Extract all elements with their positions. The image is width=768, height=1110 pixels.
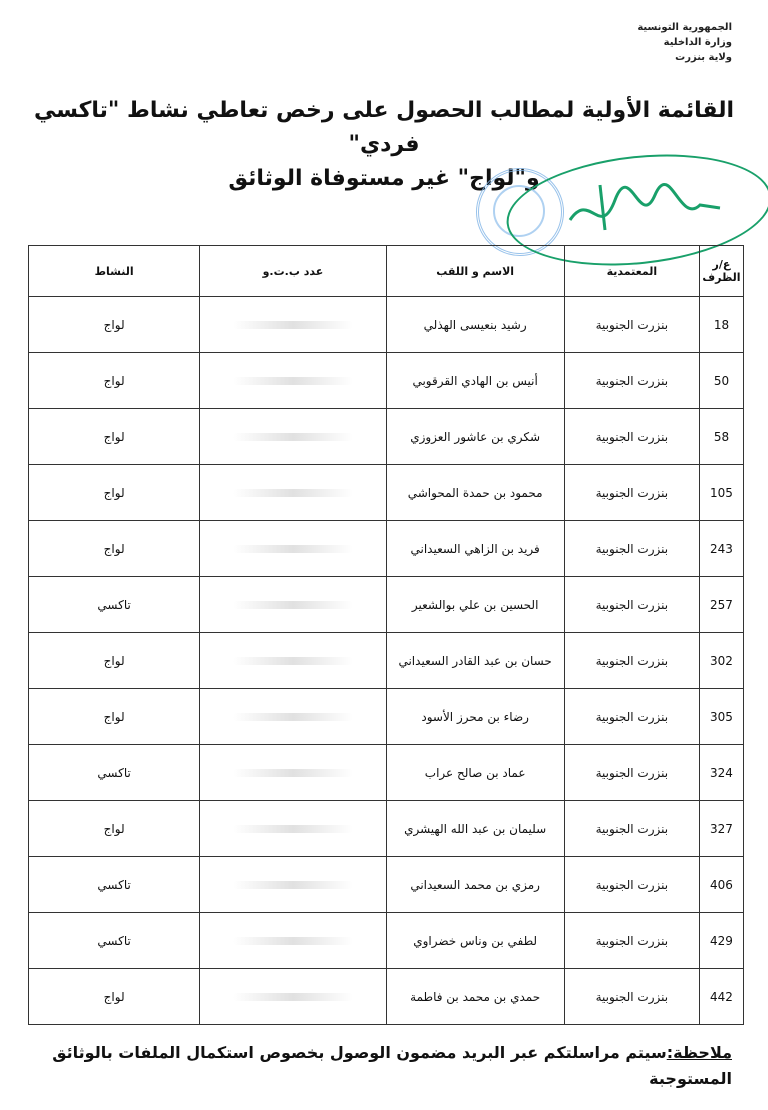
cell-full-name: فريد بن الزاهي السعيداني <box>386 521 564 577</box>
cell-delegation: بنزرت الجنوبية <box>564 969 699 1025</box>
cell-delegation: بنزرت الجنوبية <box>564 577 699 633</box>
signature-icon <box>560 170 730 250</box>
cell-activity: لواج <box>29 633 200 689</box>
footer-note <box>32 1040 732 1092</box>
note-text: سيتم مراسلتكم عبر البريد مضمون الوصول بخصوص استكمال الملفات بالوثائق المستوجبة <box>52 1043 732 1088</box>
cell-envelope-number: 18 <box>699 297 743 353</box>
cell-id-card-redacted <box>200 689 386 745</box>
redaction-mark <box>233 545 353 553</box>
table-row <box>29 857 744 913</box>
redaction-mark <box>233 489 353 497</box>
cell-id-card-redacted <box>200 353 386 409</box>
table-row <box>29 521 744 577</box>
table-row <box>29 577 744 633</box>
redaction-mark <box>233 937 353 945</box>
cell-envelope-number: 327 <box>699 801 743 857</box>
cell-envelope-number: 324 <box>699 745 743 801</box>
table-row <box>29 913 744 969</box>
cell-delegation: بنزرت الجنوبية <box>564 353 699 409</box>
cell-delegation: بنزرت الجنوبية <box>564 801 699 857</box>
cell-full-name: لطفي بن وناس خضراوي <box>386 913 564 969</box>
cell-id-card-redacted <box>200 801 386 857</box>
table-row <box>29 409 744 465</box>
cell-full-name: شكري بن عاشور العزوزي <box>386 409 564 465</box>
cell-id-card-redacted <box>200 969 386 1025</box>
cell-delegation: بنزرت الجنوبية <box>564 913 699 969</box>
redaction-mark <box>233 769 353 777</box>
table-row <box>29 969 744 1025</box>
cell-envelope-number: 58 <box>699 409 743 465</box>
redaction-mark <box>233 601 353 609</box>
cell-full-name: محمود بن حمدة المحواشي <box>386 465 564 521</box>
cell-envelope-number: 105 <box>699 465 743 521</box>
cell-full-name: رشيد بنعيسى الهذلي <box>386 297 564 353</box>
cell-activity: تاكسي <box>29 913 200 969</box>
cell-delegation: بنزرت الجنوبية <box>564 297 699 353</box>
cell-activity: لواج <box>29 297 200 353</box>
cell-full-name: حسان بن عبد القادر السعيداني <box>386 633 564 689</box>
header-activity: النشاط <box>29 246 200 297</box>
table-row <box>29 801 744 857</box>
cell-full-name: الحسين بن علي بوالشعير <box>386 577 564 633</box>
table-row <box>29 689 744 745</box>
cell-id-card-redacted <box>200 465 386 521</box>
table-row <box>29 465 744 521</box>
cell-activity: تاكسي <box>29 745 200 801</box>
cell-envelope-number: 302 <box>699 633 743 689</box>
applicants-table <box>28 245 744 1025</box>
cell-activity: لواج <box>29 521 200 577</box>
cell-delegation: بنزرت الجنوبية <box>564 857 699 913</box>
cell-id-card-redacted <box>200 297 386 353</box>
document-header <box>637 20 732 65</box>
cell-activity: لواج <box>29 409 200 465</box>
cell-delegation: بنزرت الجنوبية <box>564 633 699 689</box>
header-delegation: المعتمدية <box>564 246 699 297</box>
cell-envelope-number: 305 <box>699 689 743 745</box>
header-id-card-number: عدد ب.ت.و <box>200 246 386 297</box>
cell-delegation: بنزرت الجنوبية <box>564 689 699 745</box>
table-row <box>29 297 744 353</box>
redaction-mark <box>233 993 353 1001</box>
cell-activity: لواج <box>29 353 200 409</box>
cell-id-card-redacted <box>200 745 386 801</box>
note-label: ملاحظة: <box>666 1043 732 1062</box>
cell-id-card-redacted <box>200 633 386 689</box>
table-row <box>29 745 744 801</box>
header-envelope-number: ع/ر الظرف <box>699 246 743 297</box>
header-governorate: ولاية بنزرت <box>675 52 732 63</box>
title-line-2: و"لواج" غير مستوفاة الوثائق <box>228 166 540 191</box>
redaction-mark <box>233 433 353 441</box>
header-ministry: وزارة الداخلية <box>663 37 732 48</box>
table-row <box>29 353 744 409</box>
cell-activity: لواج <box>29 969 200 1025</box>
cell-activity: تاكسي <box>29 577 200 633</box>
cell-envelope-number: 442 <box>699 969 743 1025</box>
cell-activity: لواج <box>29 801 200 857</box>
cell-id-card-redacted <box>200 577 386 633</box>
cell-full-name: رمزي بن محمد السعيداني <box>386 857 564 913</box>
cell-envelope-number: 50 <box>699 353 743 409</box>
cell-envelope-number: 406 <box>699 857 743 913</box>
redaction-mark <box>233 713 353 721</box>
redaction-mark <box>233 657 353 665</box>
header-full-name: الاسم و اللقب <box>386 246 564 297</box>
redaction-mark <box>233 321 353 329</box>
cell-id-card-redacted <box>200 857 386 913</box>
table-row <box>29 633 744 689</box>
cell-full-name: سليمان بن عبد الله الهيشري <box>386 801 564 857</box>
cell-activity: تاكسي <box>29 857 200 913</box>
redaction-mark <box>233 377 353 385</box>
redaction-mark <box>233 881 353 889</box>
cell-id-card-redacted <box>200 409 386 465</box>
cell-envelope-number: 257 <box>699 577 743 633</box>
cell-delegation: بنزرت الجنوبية <box>564 409 699 465</box>
cell-id-card-redacted <box>200 913 386 969</box>
cell-activity: لواج <box>29 689 200 745</box>
title-line-1: القائمة الأولية لمطالب الحصول على رخص تعاطي نشاط "تاكسي فردي" <box>33 98 735 157</box>
cell-full-name: حمدي بن محمد بن فاطمة <box>386 969 564 1025</box>
cell-full-name: عماد بن صالح عراب <box>386 745 564 801</box>
cell-id-card-redacted <box>200 521 386 577</box>
cell-delegation: بنزرت الجنوبية <box>564 745 699 801</box>
cell-full-name: رضاء بن محرز الأسود <box>386 689 564 745</box>
header-republic: الجمهورية التونسية <box>637 22 732 33</box>
cell-envelope-number: 429 <box>699 913 743 969</box>
redaction-mark <box>233 825 353 833</box>
cell-full-name: أنيس بن الهادي القرقوبي <box>386 353 564 409</box>
table-header-row <box>29 246 744 297</box>
cell-envelope-number: 243 <box>699 521 743 577</box>
cell-delegation: بنزرت الجنوبية <box>564 465 699 521</box>
cell-activity: لواج <box>29 465 200 521</box>
cell-delegation: بنزرت الجنوبية <box>564 521 699 577</box>
